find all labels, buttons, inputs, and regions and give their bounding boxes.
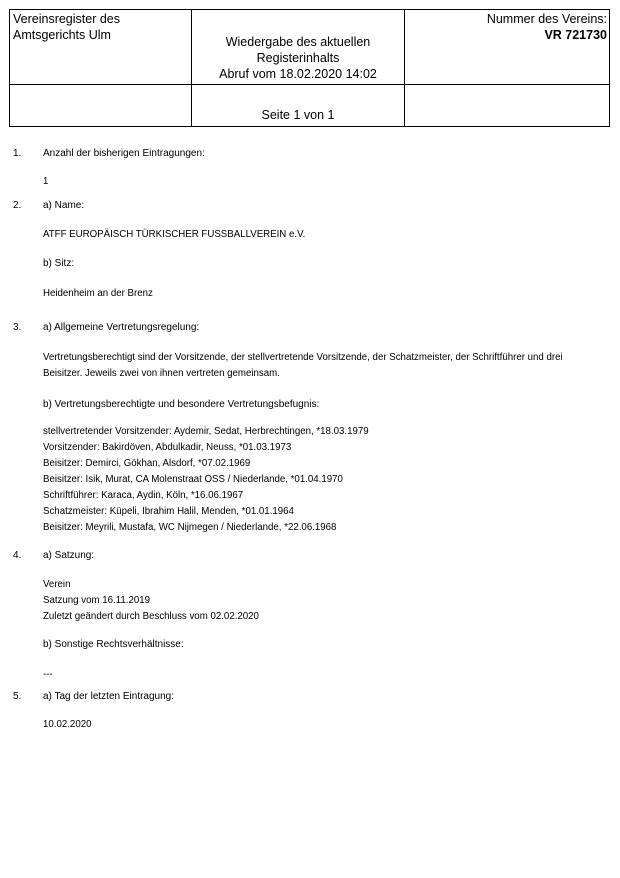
last-entry-heading: a) Tag der letzten Eintragung: xyxy=(43,691,175,702)
title-cell xyxy=(192,10,405,85)
seat-heading: b) Sitz: xyxy=(43,258,75,269)
general-representation-text xyxy=(43,350,611,382)
page-indicator: Seite 1 von 1 xyxy=(261,108,335,122)
header-table xyxy=(9,9,610,127)
entry-count: 1 xyxy=(43,176,49,187)
other-legal-value: --- xyxy=(43,669,53,680)
association-name: ATFF EUROPÄISCH TÜRKISCHER FUSSBALLVEREIN e.V. xyxy=(43,229,306,240)
representative-entry: stellvertretender Vorsitzender: Aydemir, Sedat, Herbrechtingen, *18.03.1979 xyxy=(43,426,369,437)
representative-entry: Beisitzer: Isik, Murat, CA Molenstraat OSS / Niederlande, *01.04.1970 xyxy=(43,474,343,485)
section-4-number: 4. xyxy=(13,550,22,561)
statute-line: Zuletzt geändert durch Beschluss vom 02.02.2020 xyxy=(43,611,259,622)
page-cell xyxy=(192,85,405,127)
document-title-line1: Wiedergabe des aktuellen xyxy=(225,35,371,49)
section-1-heading: Anzahl der bisherigen Eintragungen: xyxy=(43,148,205,159)
association-seat: Heidenheim an der Brenz xyxy=(43,288,153,299)
association-number-label: Nummer des Vereins: xyxy=(486,12,607,26)
court-name-line1: Vereinsregister des xyxy=(13,12,121,26)
general-representation-line: Beisitzer. Jeweils zwei von ihnen vertreten gemeinsam. xyxy=(43,368,280,379)
general-representation-heading: a) Allgemeine Vertretungsregelung: xyxy=(43,322,200,333)
retrieval-timestamp: Abruf vom 18.02.2020 14:02 xyxy=(219,67,377,81)
empty-cell-left xyxy=(10,85,192,127)
representatives-list xyxy=(43,424,611,536)
other-legal-heading: b) Sonstige Rechtsverhältnisse: xyxy=(43,639,184,650)
section-5-number: 5. xyxy=(13,691,22,702)
association-number-value: VR 721730 xyxy=(544,28,607,42)
statute-line: Verein xyxy=(43,579,71,590)
register-header xyxy=(9,9,610,127)
last-entry-date: 10.02.2020 xyxy=(43,719,92,730)
representative-entry: Vorsitzender: Bakirdöven, Abdulkadir, Neuss, *01.03.1973 xyxy=(43,442,292,453)
empty-cell-right xyxy=(405,85,610,127)
court-name-line2: Amtsgerichts Ulm xyxy=(13,28,111,42)
representative-entry: Schriftführer: Karaca, Aydin, Köln, *16.06.1967 xyxy=(43,490,244,501)
section-1-number: 1. xyxy=(13,148,22,159)
name-heading: a) Name: xyxy=(43,200,85,211)
representative-entry: Beisitzer: Meyrili, Mustafa, WC Nijmegen / Niederlande, *22.06.1968 xyxy=(43,522,337,533)
document-title-line2: Registerinhalts xyxy=(256,51,340,65)
association-number-cell xyxy=(405,10,610,85)
representative-entry: Schatzmeister: Küpeli, Ibrahim Halil, Menden, *01.01.1964 xyxy=(43,506,294,517)
statute-details xyxy=(43,577,611,625)
general-representation-line: Vertretungsberechtigt sind der Vorsitzende, der stellvertretende Vorsitzende, der Schatzmeister, der Schriftführer und drei xyxy=(43,352,563,363)
section-2-number: 2. xyxy=(13,200,22,211)
section-3-number: 3. xyxy=(13,322,22,333)
representative-entry: Beisitzer: Demirci, Gökhan, Alsdorf, *07.02.1969 xyxy=(43,458,251,469)
statute-heading: a) Satzung: xyxy=(43,550,95,561)
court-cell xyxy=(10,10,192,85)
statute-line: Satzung vom 16.11.2019 xyxy=(43,595,150,606)
special-representation-heading: b) Vertretungsberechtigte und besondere Vertretungsbefugnis: xyxy=(43,399,320,410)
